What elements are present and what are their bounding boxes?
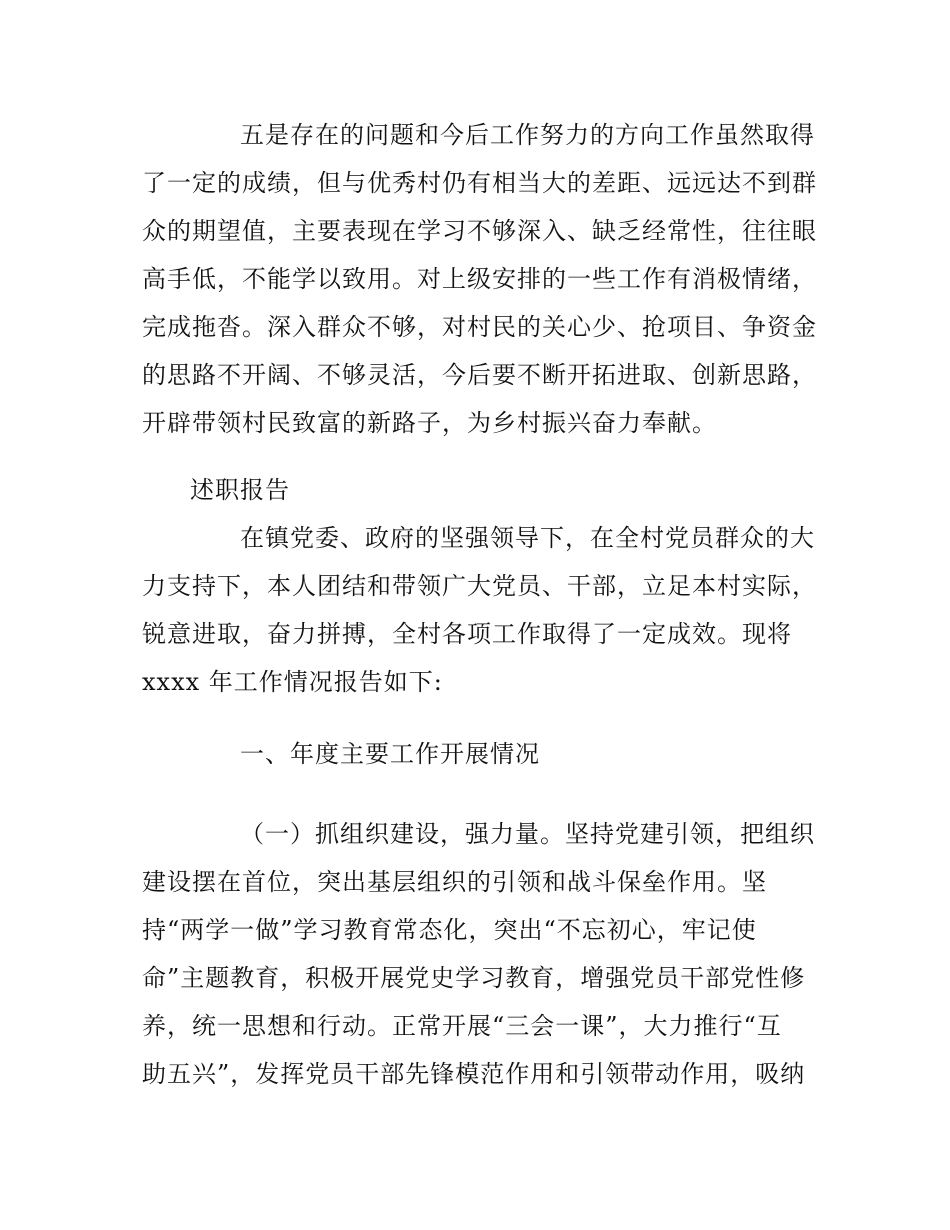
paragraph-line: 命”主题教育，积极开展党史学习教育，增强党员干部党性修: [142, 964, 806, 992]
paragraph-line: 众的期望值，主要表现在学习不够深入、缺乏经常性，往往眼: [142, 217, 817, 245]
paragraph-line: 了一定的成绩，但与优秀村仍有相当大的差距、远远达不到群: [142, 169, 817, 197]
paragraph-line: xxxx 年工作情况报告如下:: [142, 668, 443, 696]
paragraph-line: 养，统一思想和行动。正常开展“三会一课”，大力推行“互: [142, 1012, 782, 1040]
paragraph-line: 助五兴”，发挥党员干部先锋模范作用和引领带动作用，吸纳: [142, 1060, 806, 1088]
paragraph-line: 高手低，不能学以致用。对上级安排的一些工作有消极情绪，: [142, 265, 817, 293]
paragraph-line: 力支持下，本人团结和带领广大党员、干部，立足本村实际，: [142, 572, 817, 600]
report-title: 述职报告: [190, 476, 290, 504]
paragraph-line: 在镇党委、政府的坚强领导下，在全村党员群众的大: [240, 524, 815, 552]
paragraph-line: 的思路不开阔、不够灵活，今后要不断开拓进取、创新思路，: [142, 361, 817, 389]
paragraph-line: 五是存在的问题和今后工作努力的方向工作虽然取得: [240, 121, 815, 149]
paragraph-line: （一）抓组织建设，强力量。坚持党建引领，把组织: [240, 820, 815, 848]
paragraph-line: 锐意进取，奋力拼搏，全村各项工作取得了一定成效。现将: [142, 620, 792, 648]
paragraph-line: 建设摆在首位，突出基层组织的引领和战斗保垒作用。坚: [142, 868, 767, 896]
paragraph-line: 持“两学一做”学习教育常态化，突出“不忘初心，牢记使: [142, 916, 757, 944]
section-heading: 一、年度主要工作开展情况: [240, 740, 540, 768]
paragraph-line: 开辟带领村民致富的新路子，为乡村振兴奋力奉献。: [142, 409, 717, 437]
paragraph-line: 完成拖沓。深入群众不够，对村民的关心少、抢项目、争资金: [142, 313, 817, 341]
